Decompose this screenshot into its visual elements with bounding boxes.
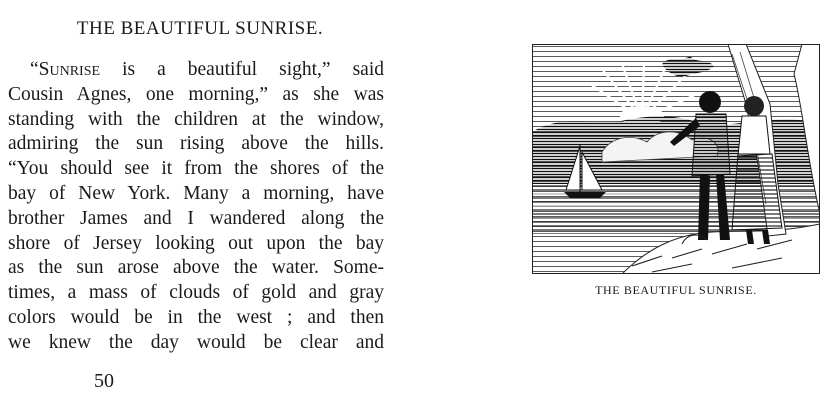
text-line-content: is a beautiful sight,” said: [100, 59, 384, 80]
text-line: we knew the day would be clear and: [8, 331, 384, 353]
text-line: “You should see it from the shores of the: [8, 158, 384, 180]
sunrise-illustration: [532, 44, 820, 274]
opening-word: Sunrise: [38, 59, 101, 80]
body-text: [8, 58, 384, 356]
text-line: shore of Jersey looking out upon the bay: [8, 232, 384, 254]
text-line: admiring the sun rising above the hills.: [8, 133, 384, 155]
figure-caption: THE BEAUTIFUL SUNRISE.: [595, 283, 757, 297]
text-line: colors would be in the west ; and then: [8, 306, 384, 328]
right-page: [410, 0, 823, 409]
text-line: Cousin Agnes, one morning,” as she was: [8, 83, 384, 105]
left-page: [0, 0, 410, 409]
text-line: times, a mass of clouds of gold and gray: [8, 282, 384, 304]
text-line: as the sun arose above the water. Some-: [8, 257, 384, 279]
text-line: standing with the children at the window,: [8, 108, 384, 130]
opening-quote: “: [30, 59, 39, 80]
page-title: THE BEAUTIFUL SUNRISE.: [76, 18, 324, 39]
page-number: 50: [94, 370, 114, 392]
text-line: brother James and I wandered along the: [8, 207, 384, 229]
text-line: bay of New York. Many a morning, have: [8, 182, 384, 204]
text-line: [8, 58, 384, 83]
